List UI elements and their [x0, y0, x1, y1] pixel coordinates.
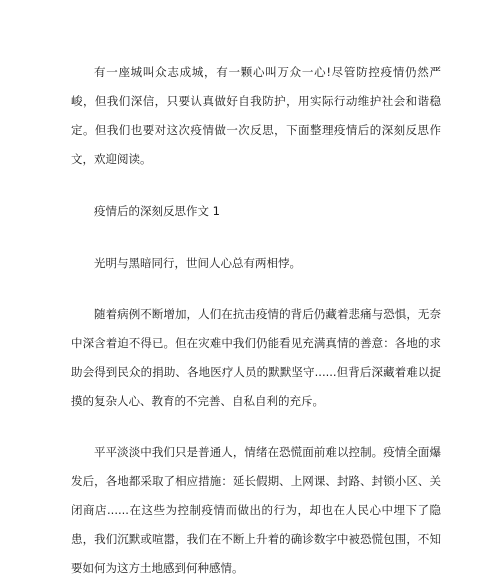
document-body — [71, 58, 441, 583]
paragraph-light-and-dark: 光明与黑暗同行，世间人心总有两相悖。 — [94, 256, 301, 270]
intro-paragraph: 有一座城叫众志成城，有一颗心叫万众一心!尽管防控疫情仍然严峻，但我们深信，只要认真做好自我防护，用实际行动维护社会和谐稳定。但我们也要对这次疫情做一次反思，下面整理疫情后的深刻反思作文，欢迎阅读。 — [71, 65, 441, 166]
essay-heading: 疫情后的深刻反思作文 1 — [94, 204, 220, 218]
paragraph-rising-cases: 随着病例不断增加，人们在抗击疫情的背后仍藏着悲痛与恐惧，无奈中深含着迫不得已。但在灾难中我们仍能看见充满真情的善意：各地的求助会得到民众的捐助、各地医疗人员的默默坚守......但背后深藏着难以捉摸的复杂人心、教育的不完善、自私自利的充斥。 — [71, 307, 441, 408]
paragraph-ordinary-people: 平平淡淡中我们只是普通人，情绪在恐慌面前难以控制。疫情全面爆发后，各地都采取了相应措施：延长假期、上网课、封路、封锁小区、关闭商店......在这些为控制疫情而做出的行为，却也在人民心中埋下了隐患，我们沉默或喧嚣，我们在不断上升着的确诊数字中被恐慌包围，不知要如何为这方土地感到何种感情。 — [71, 445, 441, 575]
